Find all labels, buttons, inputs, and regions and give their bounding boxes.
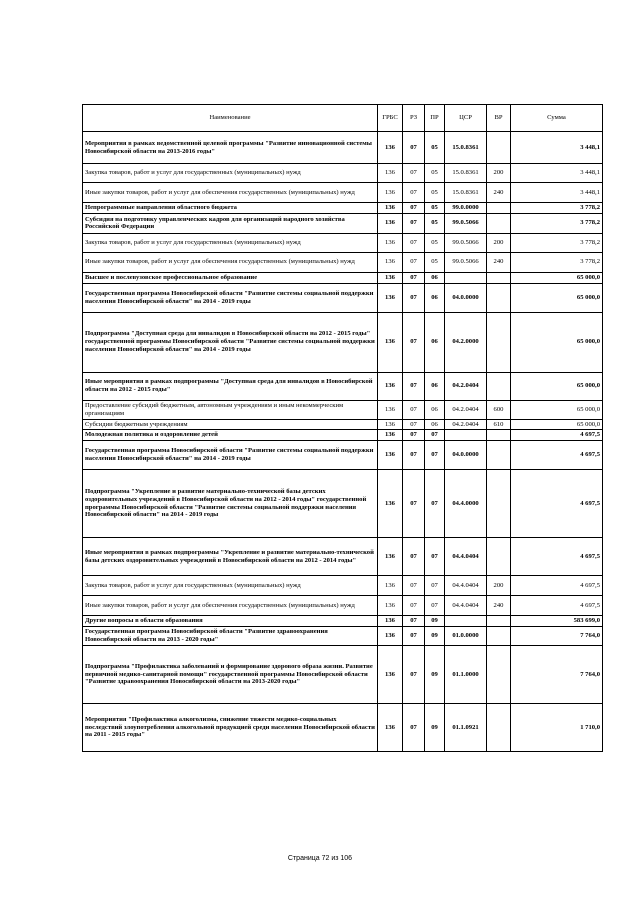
cell-sum: 4 697,5 [511,470,603,538]
cell-grbs: 136 [378,213,403,233]
cell-sum: 4 697,5 [511,430,603,441]
cell-pr: 07 [425,538,445,576]
cell-pr: 07 [425,576,445,596]
cell-csr: 01.1.0921 [445,703,487,751]
cell-grbs: 136 [378,470,403,538]
cell-sum: 4 697,5 [511,596,603,616]
cell-grbs: 136 [378,400,403,419]
cell-csr: 01.0.0000 [445,626,487,645]
cell-rz: 07 [403,233,425,252]
cell-name: Государственная программа Новосибирской области "Развитие здравоохранения Новосибирской области на 2013 - 2020 годы" [83,626,378,645]
cell-csr [445,430,487,441]
table-row [83,252,603,272]
budget-table [82,104,603,752]
cell-rz: 07 [403,576,425,596]
cell-vr [487,645,511,703]
cell-name: Иные закупки товаров, работ и услуг для обеспечения государственных (муниципальных) нужд [83,596,378,616]
cell-grbs: 136 [378,233,403,252]
table-row [83,400,603,419]
table-row [83,233,603,252]
cell-vr: 240 [487,596,511,616]
cell-pr: 07 [425,596,445,616]
cell-vr: 200 [487,233,511,252]
cell-name: Закупка товаров, работ и услуг для государственных (муниципальных) нужд [83,233,378,252]
cell-rz: 07 [403,430,425,441]
cell-vr [487,538,511,576]
cell-rz: 07 [403,164,425,183]
cell-vr: 200 [487,164,511,183]
header-csr: ЦСР [445,105,487,132]
cell-sum: 65 000,0 [511,372,603,400]
cell-sum: 3 778,2 [511,252,603,272]
cell-rz: 07 [403,312,425,372]
table-row [83,538,603,576]
cell-grbs: 136 [378,703,403,751]
cell-name: Подпрограмма "Укрепление и развитие материально-технической базы детских оздоровительных учреждений в Новосибирской области на 2012 - 2014 годы" государственной программы Новосибирской области "Развитие системы социальной поддержки населения Новосибирской области" на 2014 - 2019 годы [83,470,378,538]
cell-csr: 04.4.0404 [445,538,487,576]
cell-pr: 06 [425,372,445,400]
cell-pr: 05 [425,164,445,183]
cell-pr: 07 [425,441,445,470]
cell-grbs: 136 [378,283,403,312]
cell-rz: 07 [403,470,425,538]
cell-csr: 04.2.0404 [445,419,487,430]
header-pr: ПР [425,105,445,132]
table-row [83,183,603,203]
cell-name: Иные закупки товаров, работ и услуг для обеспечения государственных (муниципальных) нужд [83,252,378,272]
cell-name: Предоставление субсидий бюджетным, автономным учреждениям и иным некоммерческим организациям [83,400,378,419]
cell-rz: 07 [403,183,425,203]
cell-sum: 3 778,2 [511,233,603,252]
cell-pr: 05 [425,132,445,164]
cell-pr: 05 [425,233,445,252]
table-row [83,132,603,164]
cell-sum: 7 764,0 [511,645,603,703]
cell-pr: 09 [425,626,445,645]
header-sum: Сумма [511,105,603,132]
cell-rz: 07 [403,283,425,312]
table-row [83,645,603,703]
table-row [83,372,603,400]
cell-grbs: 136 [378,596,403,616]
cell-csr [445,616,487,627]
header-vr: ВР [487,105,511,132]
cell-name: Иные мероприятия в рамках подпрограммы "Укрепление и развитие материально-технической базы детских оздоровительных учреждений в Новосибирской области на 2012 - 2014 годы" [83,538,378,576]
cell-rz: 07 [403,132,425,164]
cell-grbs: 136 [378,183,403,203]
cell-rz: 07 [403,596,425,616]
table-row [83,616,603,627]
cell-vr [487,213,511,233]
cell-grbs: 136 [378,616,403,627]
cell-pr: 06 [425,272,445,283]
cell-pr: 05 [425,183,445,203]
cell-vr: 240 [487,183,511,203]
cell-vr [487,312,511,372]
cell-rz: 07 [403,419,425,430]
cell-grbs: 136 [378,441,403,470]
table-row [83,576,603,596]
cell-rz: 07 [403,703,425,751]
header-name: Наименование [83,105,378,132]
cell-pr: 06 [425,419,445,430]
cell-vr: 600 [487,400,511,419]
cell-vr: 200 [487,576,511,596]
cell-sum: 3 448,1 [511,164,603,183]
cell-rz: 07 [403,441,425,470]
cell-vr [487,626,511,645]
cell-sum: 65 000,0 [511,272,603,283]
cell-vr: 240 [487,252,511,272]
cell-name: Высшее и послевузовское профессиональное образование [83,272,378,283]
cell-name: Государственная программа Новосибирской области "Развитие системы социальной поддержки населения Новосибирской области" на 2014 - 2019 годы [83,441,378,470]
cell-name: Подпрограмма "Профилактика заболеваний и формирование здорового образа жизни. Развитие первичной медико-санитарной помощи" государственной программы Новосибирской области "Развитие здравоохранения Новосибирской области на 2013-2020 годы" [83,645,378,703]
cell-csr: 99.0.5066 [445,213,487,233]
table-row [83,470,603,538]
cell-sum: 3 778,2 [511,203,603,214]
table-row [83,596,603,616]
header-grbs: ГРБС [378,105,403,132]
page-number: Страница 72 из 106 [287,855,353,862]
cell-grbs: 136 [378,272,403,283]
cell-grbs: 136 [378,203,403,214]
cell-csr: 15.0.8361 [445,164,487,183]
cell-sum: 65 000,0 [511,312,603,372]
cell-rz: 07 [403,400,425,419]
table-row [83,283,603,312]
cell-rz: 07 [403,213,425,233]
table-header-row [83,105,603,132]
cell-name: Субсидии бюджетным учреждениям [83,419,378,430]
table-row [83,441,603,470]
cell-vr [487,132,511,164]
cell-vr [487,441,511,470]
cell-sum: 4 697,5 [511,538,603,576]
cell-name: Мероприятия в рамках ведомственной целевой программы "Развитие инновационной системы Новосибирской области на 2013-2016 годы" [83,132,378,164]
cell-name: Государственная программа Новосибирской области "Развитие системы социальной поддержки населения Новосибирской области" на 2014 - 2019 годы [83,283,378,312]
table-row [83,703,603,751]
table-row [83,626,603,645]
cell-csr: 04.4.0404 [445,576,487,596]
cell-pr: 07 [425,430,445,441]
cell-grbs: 136 [378,645,403,703]
cell-name: Молодежная политика и оздоровление детей [83,430,378,441]
cell-sum: 65 000,0 [511,419,603,430]
cell-pr: 05 [425,203,445,214]
cell-pr: 06 [425,312,445,372]
table-body [83,132,603,752]
cell-csr: 04.4.0404 [445,596,487,616]
cell-sum: 3 778,2 [511,213,603,233]
cell-sum: 3 448,1 [511,183,603,203]
cell-sum: 65 000,0 [511,400,603,419]
table-row [83,203,603,214]
cell-name: Закупка товаров, работ и услуг для государственных (муниципальных) нужд [83,164,378,183]
cell-csr: 04.4.0000 [445,470,487,538]
cell-name: Непрограммные направления областного бюджета [83,203,378,214]
cell-name: Подпрограмма "Доступная среда для инвалидов в Новосибирской области на 2012 - 2015 годы" государственной программы Новосибирской области "Развитие системы социальной поддержки населения Новосибирской области" на 2014 - 2019 годы [83,312,378,372]
table-row [83,419,603,430]
table-row [83,312,603,372]
cell-grbs: 136 [378,312,403,372]
cell-vr: 610 [487,419,511,430]
cell-grbs: 136 [378,538,403,576]
cell-grbs: 136 [378,576,403,596]
cell-name: Закупка товаров, работ и услуг для государственных (муниципальных) нужд [83,576,378,596]
cell-vr [487,203,511,214]
table-row [83,164,603,183]
cell-rz: 07 [403,372,425,400]
cell-csr: 15.0.8361 [445,183,487,203]
cell-grbs: 136 [378,252,403,272]
cell-csr: 04.2.0404 [445,372,487,400]
cell-sum: 1 710,0 [511,703,603,751]
cell-name: Субсидия на подготовку управленческих кадров для организаций народного хозяйства Российской Федерации [83,213,378,233]
cell-csr: 01.1.0000 [445,645,487,703]
cell-vr [487,372,511,400]
cell-pr: 09 [425,616,445,627]
header-rz: РЗ [403,105,425,132]
cell-vr [487,283,511,312]
cell-rz: 07 [403,538,425,576]
cell-sum: 4 697,5 [511,576,603,596]
cell-rz: 07 [403,626,425,645]
table-row [83,430,603,441]
cell-vr [487,272,511,283]
cell-grbs: 136 [378,430,403,441]
cell-csr: 04.0.0000 [445,283,487,312]
cell-name: Иные мероприятия в рамках подпрограммы "Доступная среда для инвалидов в Новосибирской области на 2012 - 2015 годы" [83,372,378,400]
cell-sum: 583 699,0 [511,616,603,627]
cell-grbs: 136 [378,132,403,164]
cell-pr: 05 [425,213,445,233]
cell-name: Мероприятия "Профилактика алкоголизма, снижение тяжести медико-социальных последствий злоупотребления алкогольной продукцией среди населения Новосибирской области на 2011 - 2015 годы" [83,703,378,751]
cell-pr: 05 [425,252,445,272]
cell-csr: 15.0.8361 [445,132,487,164]
cell-vr [487,616,511,627]
cell-rz: 07 [403,645,425,703]
cell-csr [445,272,487,283]
cell-vr [487,470,511,538]
cell-csr: 04.2.0000 [445,312,487,372]
cell-sum: 3 448,1 [511,132,603,164]
cell-sum: 4 697,5 [511,441,603,470]
cell-csr: 99.0.5066 [445,252,487,272]
cell-sum: 65 000,0 [511,283,603,312]
cell-pr: 06 [425,283,445,312]
cell-pr: 06 [425,400,445,419]
cell-grbs: 136 [378,164,403,183]
cell-name: Иные закупки товаров, работ и услуг для обеспечения государственных (муниципальных) нужд [83,183,378,203]
cell-grbs: 136 [378,372,403,400]
cell-name: Другие вопросы в области образования [83,616,378,627]
cell-pr: 07 [425,470,445,538]
cell-rz: 07 [403,616,425,627]
cell-vr [487,430,511,441]
cell-csr: 99.0.0000 [445,203,487,214]
table-row [83,213,603,233]
cell-rz: 07 [403,272,425,283]
cell-sum: 7 764,0 [511,626,603,645]
cell-csr: 04.2.0404 [445,400,487,419]
cell-pr: 09 [425,703,445,751]
cell-vr [487,703,511,751]
cell-grbs: 136 [378,419,403,430]
cell-rz: 07 [403,252,425,272]
table-row [83,272,603,283]
cell-csr: 04.0.0000 [445,441,487,470]
cell-pr: 09 [425,645,445,703]
cell-rz: 07 [403,203,425,214]
cell-csr: 99.0.5066 [445,233,487,252]
cell-grbs: 136 [378,626,403,645]
